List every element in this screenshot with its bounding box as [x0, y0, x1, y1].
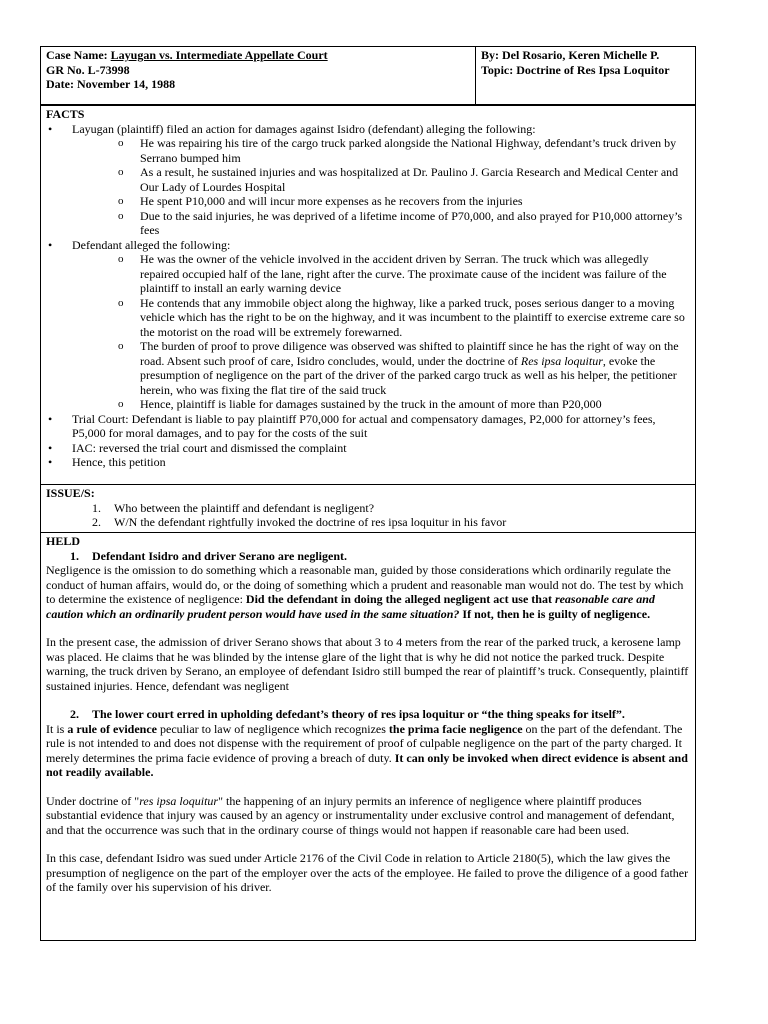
burden-text-italic: Res ipsa loquitur: [520, 353, 603, 368]
facts-bullet-2: [46, 238, 690, 412]
held-paragraph-2: In the present case, the admission of driver Serano shows that about 3 to 4 meters from the rear of the parked truck, a kerosene lamp was placed. He claims that he was blinded by the intense glare of the light that is why he did not notice the parked truck. Despite warning, the truck driven by Serano, an employee of defendant Isidro still bumped the rear of plaintiff’s truck. Consequently, plaintiff sustained injuries. Hence, defendant was negligent: [46, 635, 689, 693]
held-paragraph-3: It is a rule of evidence peculiar to law of negligence which recognizes the prima facie negligence on the part of the defendant. The rule is not intended to and does not dispense with the requirement of proof of culpable negligence on the part of the party charged. It merely determines the prima facie evidence of proving a breach of duty. It can only be invoked when direct evidence is absent and not readily available.: [46, 721, 688, 779]
facts-bullet-5: • Hence, this petition: [46, 455, 690, 470]
case-name-line: [46, 48, 470, 63]
facts-bullet-4: • IAC: reversed the trial court and dismissed the complaint: [46, 441, 690, 456]
case-date: Date: November 14, 1988: [46, 77, 176, 91]
held-point-2: [46, 707, 690, 722]
header-left: [41, 47, 476, 104]
sub-item: o Hence, plaintiff is liable for damages sustained by the truck in the amount of more than P20,000: [118, 397, 690, 412]
facts-list: [46, 122, 690, 470]
sub-item: o He was the owner of the vehicle involved in the accident driven by Serran. The truck which was allegedly repaired occupied half of the lane, right after the curve. The proximate cause of the incident was failure of the plaintiff to install an early warning device: [118, 252, 690, 296]
issues-section: [40, 485, 696, 533]
held-paragraph-1: Negligence is the omission to do something which a reasonable man, guided by those considerations which ordinarily regulate the conduct of human affairs, would do, or the doing of something which a prudent and reasonable man would not do. The test by which to determine the existence of negligence: Did the defendant in doing the alleged negligent act use that reasonable care and caution which an ordinarily prudent person would have used in the same situation? If not, then he is guilty of negligence.: [46, 563, 684, 621]
case-name: Layugan vs. Intermediate Appellate Court: [110, 48, 328, 62]
issues-list: [46, 501, 690, 530]
facts-sublist-1: [72, 136, 690, 238]
held-point-2-number: 2.: [70, 707, 79, 721]
issues-title: ISSUE/S:: [46, 486, 95, 500]
sub-item: o He spent P10,000 and will incur more expenses as he recovers from the injuries: [118, 194, 690, 209]
held-title: HELD: [46, 534, 81, 548]
gr-number: GR No. L-73998: [46, 62, 130, 77]
case-name-label: Case Name:: [46, 48, 108, 62]
facts-bullet-2-text: Defendant alleged the following:: [72, 237, 231, 252]
sub-item: o Due to the said injuries, he was deprived of a lifetime income of P70,000, and also prayed for P10,000 attorney’s fees: [118, 209, 690, 238]
held-point-2-text: The lower court erred in upholding defedant’s theory of res ipsa loquitur or “the thing speaks for itself”.: [92, 707, 625, 721]
sub-item-burden: [118, 339, 690, 397]
sub-item: o He contends that any immobile object along the highway, like a parked truck, poses serious danger to a moving vehicle which has the right to be on the highway, and it was incumbent to the plaintiff to exercise extreme care so the motorist on the road will be extremely forewarned.: [118, 296, 690, 340]
issue-text: W/N the defendant rightfully invoked the doctrine of res ipsa loquitur in his favor: [114, 515, 507, 529]
held-paragraph-4: Under doctrine of "res ipsa loquitur" the happening of an injury permits an inference of negligence where plaintiff produces substantial evidence that injury was caused by an agency or instrumentality under exclusive control and management of defendant, and that the occurrence was such that in the ordinary course of things would not happen if reasonable care had been used.: [46, 793, 675, 837]
held-paragraph-5: In this case, defendant Isidro was sued under Article 2176 of the Civil Code in relation to Article 2180(5), which the law gives the presumption of negligence on the part of the employer over the acts of the employee. He failed to prove the diligence of a good father of the family over his supervision of his driver.: [46, 851, 689, 894]
issue-text: Who between the plaintiff and defendant is negligent?: [114, 500, 375, 515]
sub-item: o As a result, he sustained injuries and was hospitalized at Dr. Paulino J. Garcia Research and Medical Center and Our Lady of Lourdes Hospital: [118, 165, 690, 194]
facts-sublist-2: [72, 252, 690, 412]
case-digest-page: [40, 46, 696, 941]
held-point-1-text: Defendant Isidro and driver Serano are negligent.: [92, 548, 348, 563]
header-right: [476, 47, 695, 104]
author: By: Del Rosario, Keren Michelle P.: [481, 48, 660, 62]
issue-item: 1. Who between the plaintiff and defendant is negligent?: [92, 500, 375, 515]
burden-text-a: The burden of proof to prove diligence was observed was shifted to plaintiff since he has the right of way on the road. Absent such proof of care, Isidro concludes, would, under the doctrine of: [140, 339, 679, 368]
facts-bullet-1: [46, 122, 690, 238]
sub-item: o He was repairing his tire of the cargo truck parked alongside the National Highway, defendant’s truck driven by Serrano bumped him: [118, 136, 690, 165]
burden-text-b: , evoke the presumption of negligence on the part of the driver of the parked cargo truck as well as his helper, the petitioner herein, who was fixing the flat tire of the said truck: [140, 353, 677, 397]
facts-section: [40, 105, 696, 485]
header-box: [40, 46, 696, 105]
facts-bullet-3: • Trial Court: Defendant is liable to pay plaintiff P70,000 for actual and compensatory damages, P2,000 for attorney’s fees, P5,000 for moral damages, and to pay for the costs of the suit: [46, 412, 690, 441]
topic: Topic: Doctrine of Res Ipsa Loquitor: [481, 62, 670, 77]
facts-title: FACTS: [46, 107, 85, 121]
held-point-1-number: 1.: [70, 548, 79, 563]
facts-bullet-1-text: Layugan (plaintiff) filed an action for damages against Isidro (defendant) alleging the following:: [72, 121, 536, 136]
held-point-1: [46, 549, 690, 564]
held-section: [40, 533, 696, 941]
issue-item: 2. W/N the defendant rightfully invoked the doctrine of res ipsa loquitur in his favor: [92, 515, 507, 529]
